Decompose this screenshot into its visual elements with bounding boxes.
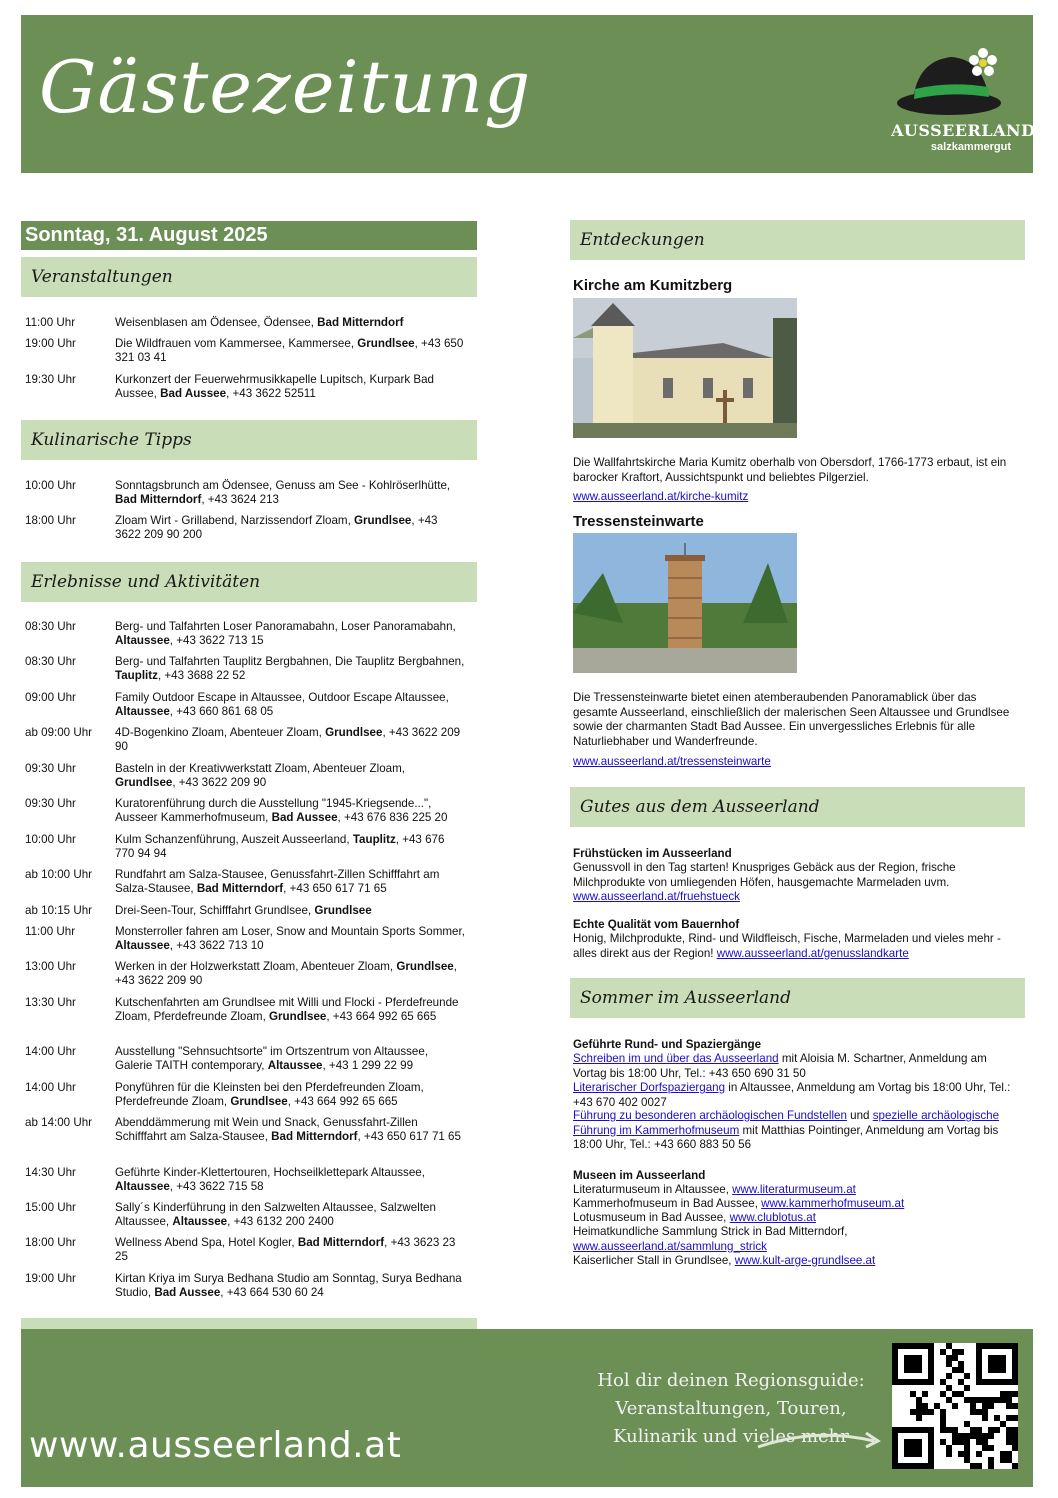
event-description — [115, 373, 465, 401]
event-description — [115, 1201, 465, 1229]
event-place: Grundlsee — [357, 337, 415, 350]
event-contact: , +43 3622 209 90 — [172, 776, 267, 789]
event-description — [115, 726, 465, 754]
event-place: Altaussee — [267, 1059, 323, 1072]
event-description — [115, 1045, 465, 1073]
event-place: Grundlsee — [269, 1010, 327, 1023]
event-text: Sally´s Kinderführung in den Salzwelten Altaussee, Salzwelten Altaussee, — [115, 1201, 436, 1228]
event-description — [115, 514, 465, 542]
footer-banner — [21, 1329, 1033, 1487]
fundstellen-link[interactable]: Führung zu besonderen archäologischen Fundstellen — [573, 1109, 847, 1122]
guide-line-1: Hol dir deinen Regionsguide: — [597, 1370, 865, 1391]
event-contact: , +43 664 992 65 665 — [287, 1095, 398, 1108]
event-place: Tauplitz — [115, 669, 158, 682]
warte-text: Die Tressensteinwarte bietet einen atemberaubenden Panoramablick über das gesamte Ausseerland, einschließlich der malerischen Seen Altaussee und Grundlsee sowie der charmanten Stadt Bad Aussee. Ein unvergessliches Erlebnis für alle Naturliebhaber und Wanderfreunde. — [573, 691, 1010, 748]
event-description — [115, 691, 465, 719]
section-veranstaltungen: Veranstaltungen — [21, 257, 477, 297]
event-time: 15:00 Uhr — [25, 1201, 76, 1214]
section-gutes: Gutes aus dem Ausseerland — [570, 787, 1025, 827]
guide-line-2: Veranstaltungen, Touren, — [615, 1398, 847, 1419]
event-place: Bad Mitterndorf — [115, 493, 202, 506]
event-contact: , +43 3688 22 52 — [157, 669, 246, 682]
fruehstueck-title: Frühstücken im Ausseerland — [573, 847, 732, 860]
footer-url[interactable]: www.ausseerland.at — [29, 1425, 402, 1466]
event-time: ab 10:15 Uhr — [25, 904, 93, 917]
event-place: Bad Mitterndorf — [317, 316, 404, 329]
museum-1-text: Literaturmuseum in Altaussee, — [573, 1183, 733, 1196]
event-place: Altaussee — [115, 1180, 170, 1193]
event-place: Grundlsee — [314, 904, 372, 917]
event-place: Altaussee — [172, 1215, 228, 1228]
section-erlebnisse: Erlebnisse und Aktivitäten — [21, 562, 477, 602]
event-contact: , +43 664 530 60 24 — [220, 1286, 324, 1299]
event-contact: , +43 664 992 65 665 — [326, 1010, 437, 1023]
event-place: Altaussee — [115, 939, 170, 952]
event-place: Altaussee — [115, 634, 170, 647]
event-place: Bad Aussee — [271, 811, 338, 824]
event-time: 13:00 Uhr — [25, 960, 76, 973]
kammerhof-fuehrung-link[interactable]: spezielle archäologische Führung im Kammerhofmuseum — [573, 1109, 1000, 1137]
event-description — [115, 655, 465, 683]
section-entdeckungen: Entdeckungen — [570, 220, 1025, 260]
gefuehrt-1 — [573, 1052, 1023, 1081]
gefuehrt-title: Geführte Rund- und Spaziergänge — [573, 1038, 762, 1051]
event-time: ab 14:00 Uhr — [25, 1116, 93, 1129]
event-time: 18:00 Uhr — [25, 514, 76, 527]
event-text: Zloam Wirt - Grillabend, Narzissendorf Zloam, — [115, 514, 355, 527]
gefuehrt-2-text: in Altaussee, Anmeldung am Vortag bis 18:00 Uhr, Tel.: +43 670 402 0027 — [573, 1081, 1011, 1109]
event-description — [115, 337, 465, 365]
event-time: 14:30 Uhr — [25, 1166, 76, 1179]
event-contact: , +43 6132 200 2400 — [227, 1215, 334, 1228]
gefuehrt-2 — [573, 1081, 1023, 1110]
event-time: 11:00 Uhr — [25, 316, 76, 329]
clublotus-link[interactable]: www.clublotus.at — [729, 1211, 816, 1224]
event-time: 19:30 Uhr — [25, 373, 76, 386]
event-place: Bad Aussee — [154, 1286, 221, 1299]
event-place: Grundlsee — [230, 1095, 288, 1108]
event-contact: , +43 3622 713 10 — [169, 939, 264, 952]
bauernhof-block — [573, 932, 1023, 961]
event-contact: , +43 650 617 71 65 — [357, 1130, 461, 1143]
event-time: 08:30 Uhr — [25, 620, 76, 633]
event-time: ab 10:00 Uhr — [25, 868, 93, 881]
qr-code-icon — [892, 1343, 1018, 1469]
event-description — [115, 1166, 465, 1194]
kult-arge-link[interactable]: www.kult-arge-grundlsee.at — [734, 1254, 876, 1267]
edelweiss-icon — [969, 48, 997, 76]
literaturmuseum-link[interactable]: www.literaturmuseum.at — [732, 1183, 856, 1196]
event-text: Sonntagsbrunch am Ödensee, Genuss am See - Kohlröserlhütte, — [115, 479, 451, 492]
event-place: Bad Mitterndorf — [297, 1236, 385, 1249]
event-text: Rundfahrt am Salza-Stausee, Genussfahrt-Zillen Schifffahrt am Salza-Stausee, — [115, 868, 440, 895]
event-text: Basteln in der Kreativwerkstatt Zloam, Abenteuer Zloam, — [115, 762, 405, 775]
event-place: Bad Aussee — [160, 387, 227, 400]
event-text: Kurkonzert der Feuerwehrmusikkapelle Lupitsch, Kurpark Bad Aussee, — [115, 373, 434, 400]
page-title: Gästezeitung — [39, 45, 532, 129]
event-place: Tauplitz — [352, 833, 396, 846]
event-text: Berg- und Talfahrten Tauplitz Bergbahnen, Die Tauplitz Bergbahnen, — [115, 655, 465, 668]
dorfspaziergang-link[interactable]: Literarischer Dorfspaziergang — [573, 1081, 726, 1094]
schreiben-link[interactable]: Schreiben im und über das Ausseerland — [573, 1052, 779, 1065]
arrow-icon — [756, 1425, 886, 1455]
event-place: Grundlsee — [396, 960, 454, 973]
event-place: Bad Mitterndorf — [196, 882, 284, 895]
bauernhof-text: Honig, Milchprodukte, Rind- und Wildfleisch, Fische, Marmeladen und vieles mehr - alles direkt aus der Region! — [573, 932, 1001, 960]
event-description — [115, 904, 465, 918]
event-text: Geführte Kinder-Klettertouren, Hochseilklettepark Altaussee, — [115, 1166, 425, 1179]
event-place: Grundlsee — [325, 726, 383, 739]
event-place: Bad Mitterndorf — [271, 1130, 358, 1143]
kirche-photo — [573, 298, 797, 438]
event-description — [115, 833, 465, 861]
event-contact: , +43 1 299 22 99 — [322, 1059, 414, 1072]
event-time: 09:30 Uhr — [25, 762, 76, 775]
event-text: Abenddämmerung mit Wein und Snack, Genussfahrt-Zillen Schifffahrt am Salza-Stausee, — [115, 1116, 418, 1143]
event-description — [115, 762, 465, 790]
museum-3 — [573, 1211, 1023, 1226]
event-description — [115, 1272, 465, 1300]
event-time: 18:00 Uhr — [25, 1236, 76, 1249]
event-description — [115, 868, 465, 896]
event-time: 19:00 Uhr — [25, 337, 76, 350]
event-time: 11:00 Uhr — [25, 925, 76, 938]
hat-icon — [891, 41, 1011, 121]
qr-code[interactable] — [892, 1343, 1018, 1469]
gefuehrt-3 — [573, 1109, 1023, 1153]
fruehstueck-link[interactable]: www.ausseerland.at/fruehstueck — [573, 890, 740, 903]
event-description — [115, 996, 465, 1024]
museum-5-text: Kaiserlicher Stall in Grundlsee, — [573, 1254, 735, 1267]
event-text: Monsterroller fahren am Loser, Snow and Mountain Sports Sommer, — [115, 925, 465, 938]
event-time: ab 09:00 Uhr — [25, 726, 93, 739]
event-text: Kirtan Kriya im Surya Bedhana Studio am Sonntag, Surya Bedhana Studio, — [115, 1272, 462, 1299]
event-text: Wellness Abend Spa, Hotel Kogler, — [115, 1236, 298, 1249]
fruehstueck-text: Genussvoll in den Tag starten! Knuspriges Gebäck aus der Region, frische Milchprodukte von umliegenden Höfen, hausgemachte Marmeladen uvm. — [573, 861, 956, 889]
section-kulinarische-tipps: Kulinarische Tipps — [21, 420, 477, 460]
section-sommer: Sommer im Ausseerland — [570, 978, 1025, 1018]
kirche-link[interactable]: www.ausseerland.at/kirche-kumitz — [573, 490, 749, 503]
warte-link[interactable]: www.ausseerland.at/tressensteinwarte — [573, 755, 771, 768]
ausseerland-logo[interactable] — [891, 41, 1036, 161]
museum-5 — [573, 1254, 1023, 1269]
event-time: 10:00 Uhr — [25, 479, 76, 492]
event-text: Ponyführen für die Kleinsten bei den Pferdefreunden Zloam, Pferdefreunde Zloam, — [115, 1081, 424, 1108]
museum-2 — [573, 1197, 1023, 1212]
museum-2-text: Kammerhofmuseum in Bad Aussee, — [573, 1197, 762, 1210]
event-description — [115, 1081, 465, 1109]
event-time: 09:30 Uhr — [25, 797, 76, 810]
event-contact: , +43 3622 713 15 — [169, 634, 264, 647]
museum-4-text: Heimatkundliche Sammlung Strick in Bad Mitterndorf, — [573, 1225, 848, 1238]
museum-3-text: Lotusmuseum in Bad Aussee, — [573, 1211, 730, 1224]
event-description — [115, 797, 465, 825]
warte-photo — [573, 533, 797, 673]
event-contact: , +43 676 770 94 94 — [115, 833, 445, 860]
event-contact: , +43 3622 52511 — [226, 387, 316, 400]
event-time: 14:00 Uhr — [25, 1045, 76, 1058]
event-time: 13:30 Uhr — [25, 996, 76, 1009]
bauernhof-link[interactable]: www.ausseerland.at/genusslandkarte — [716, 946, 909, 960]
event-description — [115, 316, 465, 330]
kirche-text: Die Wallfahrtskirche Maria Kumitz oberhalb von Obersdorf, 1766-1773 erbaut, ist ein barocker Kraftort, Aussichtspunkt und beliebtes Pilgerziel. — [573, 456, 1007, 484]
museen-title: Museen im Ausseerland — [573, 1169, 706, 1182]
event-contact: , +43 660 861 68 05 — [169, 705, 274, 718]
event-time: 19:00 Uhr — [25, 1272, 76, 1285]
kammerhofmuseum-link[interactable]: www.kammerhofmuseum.at — [761, 1197, 905, 1210]
warte-title: Tressensteinwarte — [573, 513, 704, 530]
event-text: Weisenblasen am Ödensee, Ödensee, — [115, 316, 318, 329]
event-contact: , +43 3624 213 — [201, 493, 279, 506]
museum-4 — [573, 1225, 1023, 1254]
event-contact: , +43 3622 209 90 — [115, 726, 461, 753]
event-text: Berg- und Talfahrten Loser Panoramabahn, Loser Panoramabahn, — [115, 620, 456, 633]
logo-name: AUSSEERLAND — [891, 121, 1036, 140]
event-place: Altaussee — [115, 705, 170, 718]
event-text: 4D-Bogenkino Zloam, Abenteuer Zloam, — [115, 726, 326, 739]
logo-sub: salzkammergut — [930, 141, 1011, 153]
event-contact: , +43 650 617 71 65 — [283, 882, 387, 895]
guide-line-3: Kulinarik und vieles mehr — [613, 1426, 849, 1447]
museum-1 — [573, 1183, 1023, 1198]
event-contact: , +43 3622 209 90 200 — [115, 514, 438, 541]
event-description — [115, 1236, 465, 1264]
event-place: Grundlsee — [115, 776, 173, 789]
event-text: Die Wildfrauen vom Kammersee, Kammersee, — [115, 337, 358, 350]
bauernhof-title: Echte Qualität vom Bauernhof — [573, 918, 740, 931]
event-text: Werken in der Holzwerkstatt Zloam, Abenteuer Zloam, — [115, 960, 397, 973]
event-time: 09:00 Uhr — [25, 691, 76, 704]
event-description — [115, 479, 465, 507]
event-description — [115, 960, 465, 988]
event-text: Drei-Seen-Tour, Schifffahrt Grundlsee, — [115, 904, 315, 917]
gefuehrt-3-text: mit Matthias Pointinger, Anmeldung am Vortag bis 18:00 Uhr, Tel.: +43 660 883 50 56 — [573, 1123, 999, 1151]
sammlung-strick-link[interactable]: www.ausseerland.at/sammlung_strick — [573, 1239, 767, 1253]
event-contact: , +43 650 321 03 41 — [115, 337, 464, 364]
event-text: Ausstellung "Sehnsuchtsorte" im Ortszentrum von Altaussee, Galerie TAITH contemporary, — [115, 1045, 429, 1072]
header-banner — [21, 15, 1036, 173]
event-contact: , +43 3622 209 90 — [115, 960, 457, 987]
gefuehrt-1-text: mit Aloisia M. Schartner, Anmeldung am Vortag bis 18:00 Uhr, Tel.: +43 650 690 31 50 — [573, 1052, 987, 1080]
event-contact: , +43 3622 715 58 — [169, 1180, 264, 1193]
event-description — [115, 1116, 465, 1144]
date-heading: Sonntag, 31. August 2025 — [21, 221, 477, 250]
event-description — [115, 620, 465, 648]
event-time: 08:30 Uhr — [25, 655, 76, 668]
event-time: 14:00 Uhr — [25, 1081, 76, 1094]
event-text: Family Outdoor Escape in Altaussee, Outdoor Escape Altaussee, — [115, 691, 449, 704]
event-contact: , +43 3623 23 25 — [115, 1236, 456, 1263]
event-place: Grundlsee — [354, 514, 412, 527]
event-time: 10:00 Uhr — [25, 833, 76, 846]
event-text: Kutschenfahrten am Grundlsee mit Willi und Flocki - Pferdefreunde Zloam, Pferdefreunde Zloam, — [115, 996, 459, 1023]
event-contact: , +43 676 836 225 20 — [337, 811, 448, 824]
gefuehrt-3-mid: und — [846, 1109, 873, 1122]
kirche-title: Kirche am Kumitzberg — [573, 277, 733, 294]
event-text: Kuratorenführung durch die Ausstellung "1945-Kriegsende...", Ausseer Kammerhofmuseum, — [115, 797, 432, 824]
event-description — [115, 925, 465, 953]
event-text: Kulm Schanzenführung, Auszeit Ausseerland, — [115, 833, 353, 846]
